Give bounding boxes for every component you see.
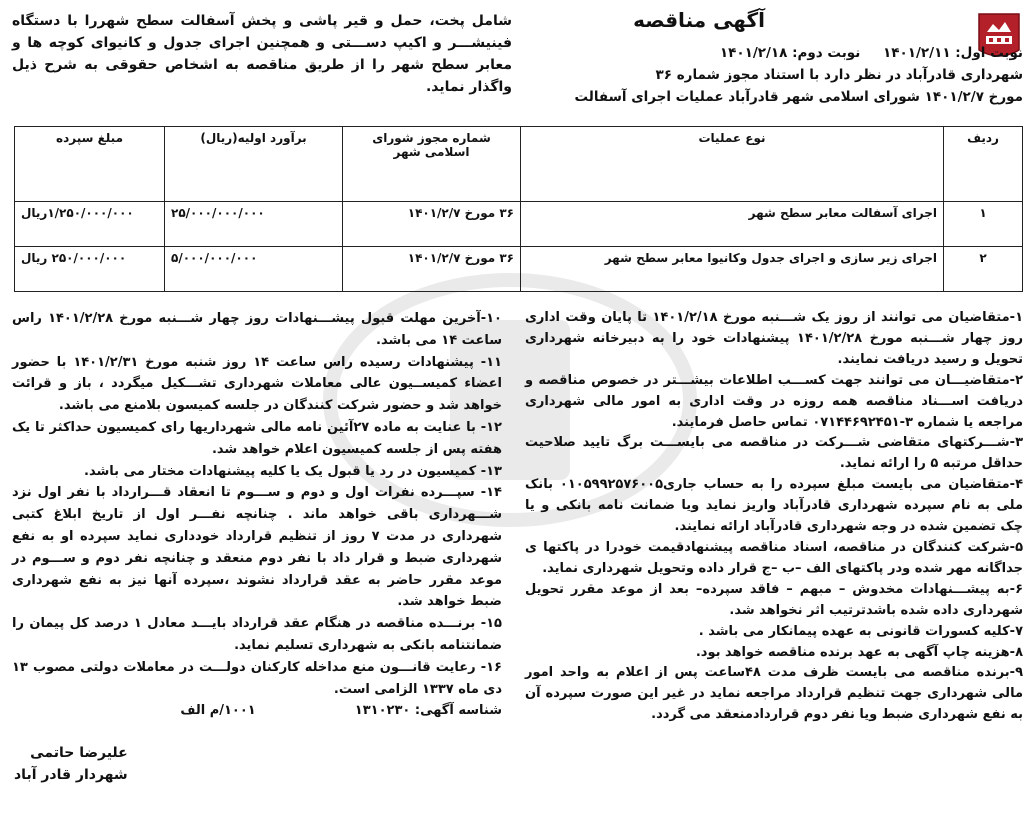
conditions-right-column xyxy=(525,308,1023,726)
row-number: ۲ xyxy=(944,247,1023,292)
condition-item: ۵-شرکت کنندگان در مناقصه، اسناد مناقصه پیشنهادقیمت خودرا در پاکتها ی جداگانه مهر شده ودر پاکتهای الف –ب –ج قرار داده وتحویل شهرداری نماید. xyxy=(525,539,1023,576)
deposit-amount: ۱/۲۵۰/۰۰۰/۰۰۰ریال xyxy=(15,202,165,247)
condition-item: ۸-هزینه چاپ آگهی به عهد برنده مناقصه خواهد بود. xyxy=(695,644,1023,660)
first-publication-date: نوبت اول: ۱۴۰۱/۲/۱۱ xyxy=(883,45,1023,61)
intro-line: مورخ ۱۴۰۱/۲/۷ شورای اسلامی شهر قادرآباد عملیات اجرای آسفالت xyxy=(574,89,1023,105)
header-deposit-amount: مبلغ سپرده xyxy=(15,127,165,202)
condition-item: ۱-متقاضیان می توانند از روز یک شـــنبه مورخ ۱۴۰۱/۲/۱۸ تا پایان وقت اداری روز چهار شـــنبه مورخ ۱۴۰۱/۲/۲۸ پیشنهادات خود را به دبیرخانه شهرداری تحویل و رسید دریافت نمایند. xyxy=(525,310,1024,367)
notice-title: آگهی مناقصه xyxy=(633,8,765,32)
condition-item: ۶-به پیشـــنهادات مخدوش – مبهم – فاقد سپرده– بعد از موعد مقرر تحویل شهرداری داده شده باشدترتیب اثر نخواهد شد. xyxy=(525,581,1023,618)
header-operation-type: نوع عملیات xyxy=(521,127,944,202)
intro-continuation: شامل پخت، حمل و قیر پاشی و پخش آسفالت سطح شهررا با دستگاه فینیشـــر و اکیپ دســـتی و همچنین اجرای جدول و کانیوای کوچه ها و معابر سطح شهر را از طریق مناقصه به اشخاص حقوقی به شرح ذیل واگذار نماید. xyxy=(12,13,512,95)
table-row xyxy=(15,202,1023,247)
header-row-number: ردیف xyxy=(944,127,1023,202)
ad-code: ۱۰۰۱/م الف xyxy=(180,703,256,719)
license-number: ۳۶ مورخ ۱۴۰۱/۲/۷ xyxy=(343,202,521,247)
condition-item: ۲-متقاضیـــان می توانند جهت کســـب اطلاعات بیشـــتر در خصوص مناقصه و دریافت اســـناد مناقصه همه روزه در وقت اداری به امور مالی شهرداری مراجعه یا شماره ۳-۰۷۱۴۴۶۹۲۴۵۱ تماس حاصل فرمایند. xyxy=(525,372,1023,430)
condition-item: ۱۶- رعایت قانـــون منع مداخله کارکنان دولـــت در معاملات دولتی مصوب ۱۳ دی ماه ۱۳۳۷ الزامی است. xyxy=(12,659,502,697)
operations-table xyxy=(14,126,1023,292)
row-number: ۱ xyxy=(944,202,1023,247)
condition-item: ۱۰-آخرین مهلت قبول پیشـــنهادات روز چهار شـــنبه مورخ ۱۴۰۱/۲/۲۸ راس ساعت ۱۴ می باشد. xyxy=(12,311,502,348)
conditions-left-column xyxy=(12,308,502,722)
signatory-role: شهردار قادر آباد xyxy=(14,767,128,783)
condition-item: ۷-کلیه کسورات قانونی به عهده پیمانکار می باشد . xyxy=(698,623,1023,639)
condition-item: ۱۲- با عنایت به ماده ۲۷آئین نامه مالی شهرداریها رای کمیسیون حداکثر تا یک هفته پس از جلسه کمیسیون اعلام خواهد شد. xyxy=(12,419,502,457)
table-row xyxy=(15,247,1023,292)
intro-line: شهرداری قادرآباد در نظر دارد با استناد مجوز شماره ۳۶ xyxy=(655,67,1023,83)
signatory-name: علیرضا حاتمی xyxy=(30,745,128,761)
signature-block xyxy=(14,742,128,786)
condition-item: ۴-متقاضیان می بایست مبلغ سپرده را به حساب جاری۰۱۰۵۹۹۲۵۷۶۰۰۵ بانک ملی به نام سپرده شهرداری قادرآباد واریز نماید ویا ضمانت نامه بانکی و یا چک تضمین شده در وجه شهرداری قادرآباد ارائه نمایند. xyxy=(525,477,1024,535)
ad-id-label: شناسه آگهی: ۱۳۱۰۲۳۰ xyxy=(354,703,502,719)
deposit-amount: ۲۵۰/۰۰۰/۰۰۰ ریال xyxy=(15,247,165,292)
table-header-row xyxy=(15,127,1023,202)
header-license-number: شماره مجوز شورای اسلامی شهر xyxy=(343,127,521,202)
condition-item: ۳-شـــرکتهای متقاضی شـــرکت در مناقصه می بایســـت برگ تایید صلاحیت حداقل مرتبه ۵ را ارائه نماید. xyxy=(525,435,1023,472)
operation-type: اجرای زیر سازی و اجرای جدول وکانیوا معابر سطح شهر xyxy=(521,247,944,292)
initial-estimate: ۲۵/۰۰۰/۰۰۰/۰۰۰ xyxy=(165,202,343,247)
condition-item: ۱۱- پیشنهادات رسیده راس ساعت ۱۴ روز شنبه مورخ ۱۴۰۱/۲/۳۱ با حضور اعضاء کمیســیون عالی معاملات شهرداری تشـــکیل میگردد ، باز و قرائت خواهد شد و حضور شرکت کنندگان در جلسه کمیسون بلامنع می باشد. xyxy=(12,354,502,414)
header-initial-estimate: برآورد اولیه(ریال) xyxy=(165,127,343,202)
condition-item: ۱۳- کمیسیون در رد یا قبول یک یا کلیه پیشنهادات مختار می باشد. xyxy=(84,463,502,479)
header-intro xyxy=(533,42,1023,108)
initial-estimate: ۵/۰۰۰/۰۰۰/۰۰۰ xyxy=(165,247,343,292)
operation-type: اجرای آسفالت معابر سطح شهر xyxy=(521,202,944,247)
license-number: ۳۶ مورخ ۱۴۰۱/۲/۷ xyxy=(343,247,521,292)
condition-item: ۱۵- برنـــده مناقصه در هنگام عقد قرارداد بایـــد معادل ۱ درصد کل پیمان را ضمانتنامه بانکی به شهرداری تسلیم نماید. xyxy=(12,616,502,653)
condition-item: ۱۴- سپـــرده نفرات اول و دوم و ســـوم تا انعقاد قـــرارداد با نفر اول نزد شـــهرداری باقی خواهد ماند . چنانچه نفـــر اول از تاریخ ابلاغ کتبی شهرداری در مدت ۷ روز از تنظیم قرارداد خودداری نماید سپرده او به نفع شهرداری ضبط و قرار داد با نفر دوم منعقد و چنانچه نفر دوم و ســـوم در موعد مقرر حاضر به عقد قرارداد نشوند ،سپرده آنها نیز به نفع شهرداری ضبط خواهد شد. xyxy=(12,485,503,610)
condition-item: ۹-برنده مناقصه می بایست ظرف مدت ۴۸ساعت پس از اعلام به واحد امور مالی شهرداری جهت تنظیم قرارداد مراجعه نماید در غیر این صورت سپرده آن به نفع شهرداری ضبط ویا نفر دوم قراردادمنعقد می گردد. xyxy=(525,665,1024,723)
publication-dates xyxy=(533,42,1023,64)
ad-identifier xyxy=(12,700,502,722)
second-publication-date: نوبت دوم: ۱۴۰۱/۲/۱۸ xyxy=(719,45,861,61)
